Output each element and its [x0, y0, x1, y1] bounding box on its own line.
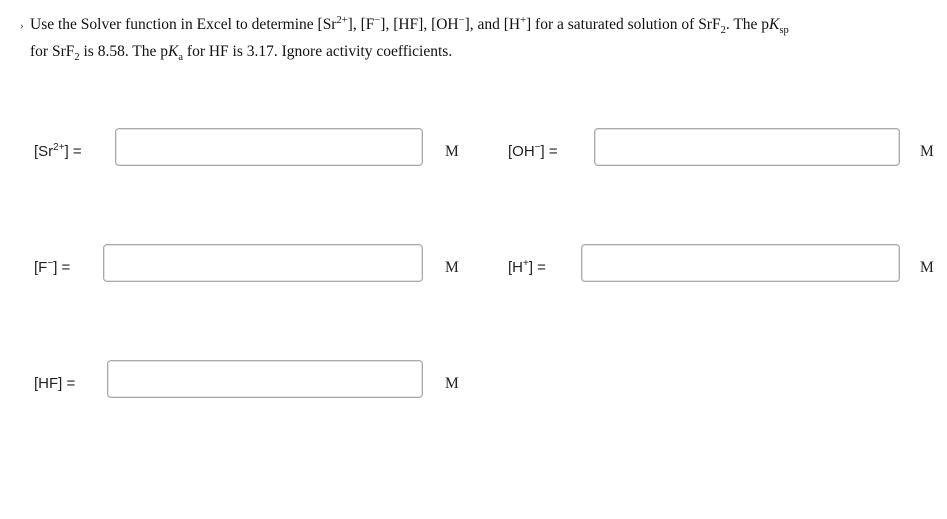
question-line-2: for SrF$_2$ is 8.58. The $pK_a$ for HF is 3.17. Ignore activity coefficients.	[30, 43, 453, 63]
hf-unit: M	[445, 375, 459, 392]
sr-ion-input[interactable]	[115, 128, 423, 166]
hf-input[interactable]	[107, 360, 423, 398]
sr-ion-label: $[Sr^{2+}]$ =	[34, 142, 82, 160]
f-ion-label: [F−] =	[34, 258, 71, 276]
oh-ion-unit: M	[920, 143, 934, 160]
h-ion-input[interactable]	[581, 244, 900, 282]
f-ion-input[interactable]	[103, 244, 423, 282]
h-ion-label: [H+] =	[508, 258, 546, 276]
question-line-1: › Use the Solver function in Excel to determine $[Sr^{2+}]$, [F−], [HF], [OH−], and [H+] for a saturated solution of SrF$_2$. The $pK_{sp}$	[20, 12, 935, 39]
oh-ion-label: [OH−] =	[508, 142, 558, 160]
oh-ion-input[interactable]	[594, 128, 900, 166]
h-ion-unit: M	[920, 259, 934, 276]
f-ion-unit: M	[445, 259, 459, 276]
question-marker-icon: ›	[20, 20, 24, 32]
sr-ion-unit: M	[445, 143, 459, 160]
question-text	[20, 12, 935, 65]
hf-label: [HF] =	[34, 375, 76, 392]
